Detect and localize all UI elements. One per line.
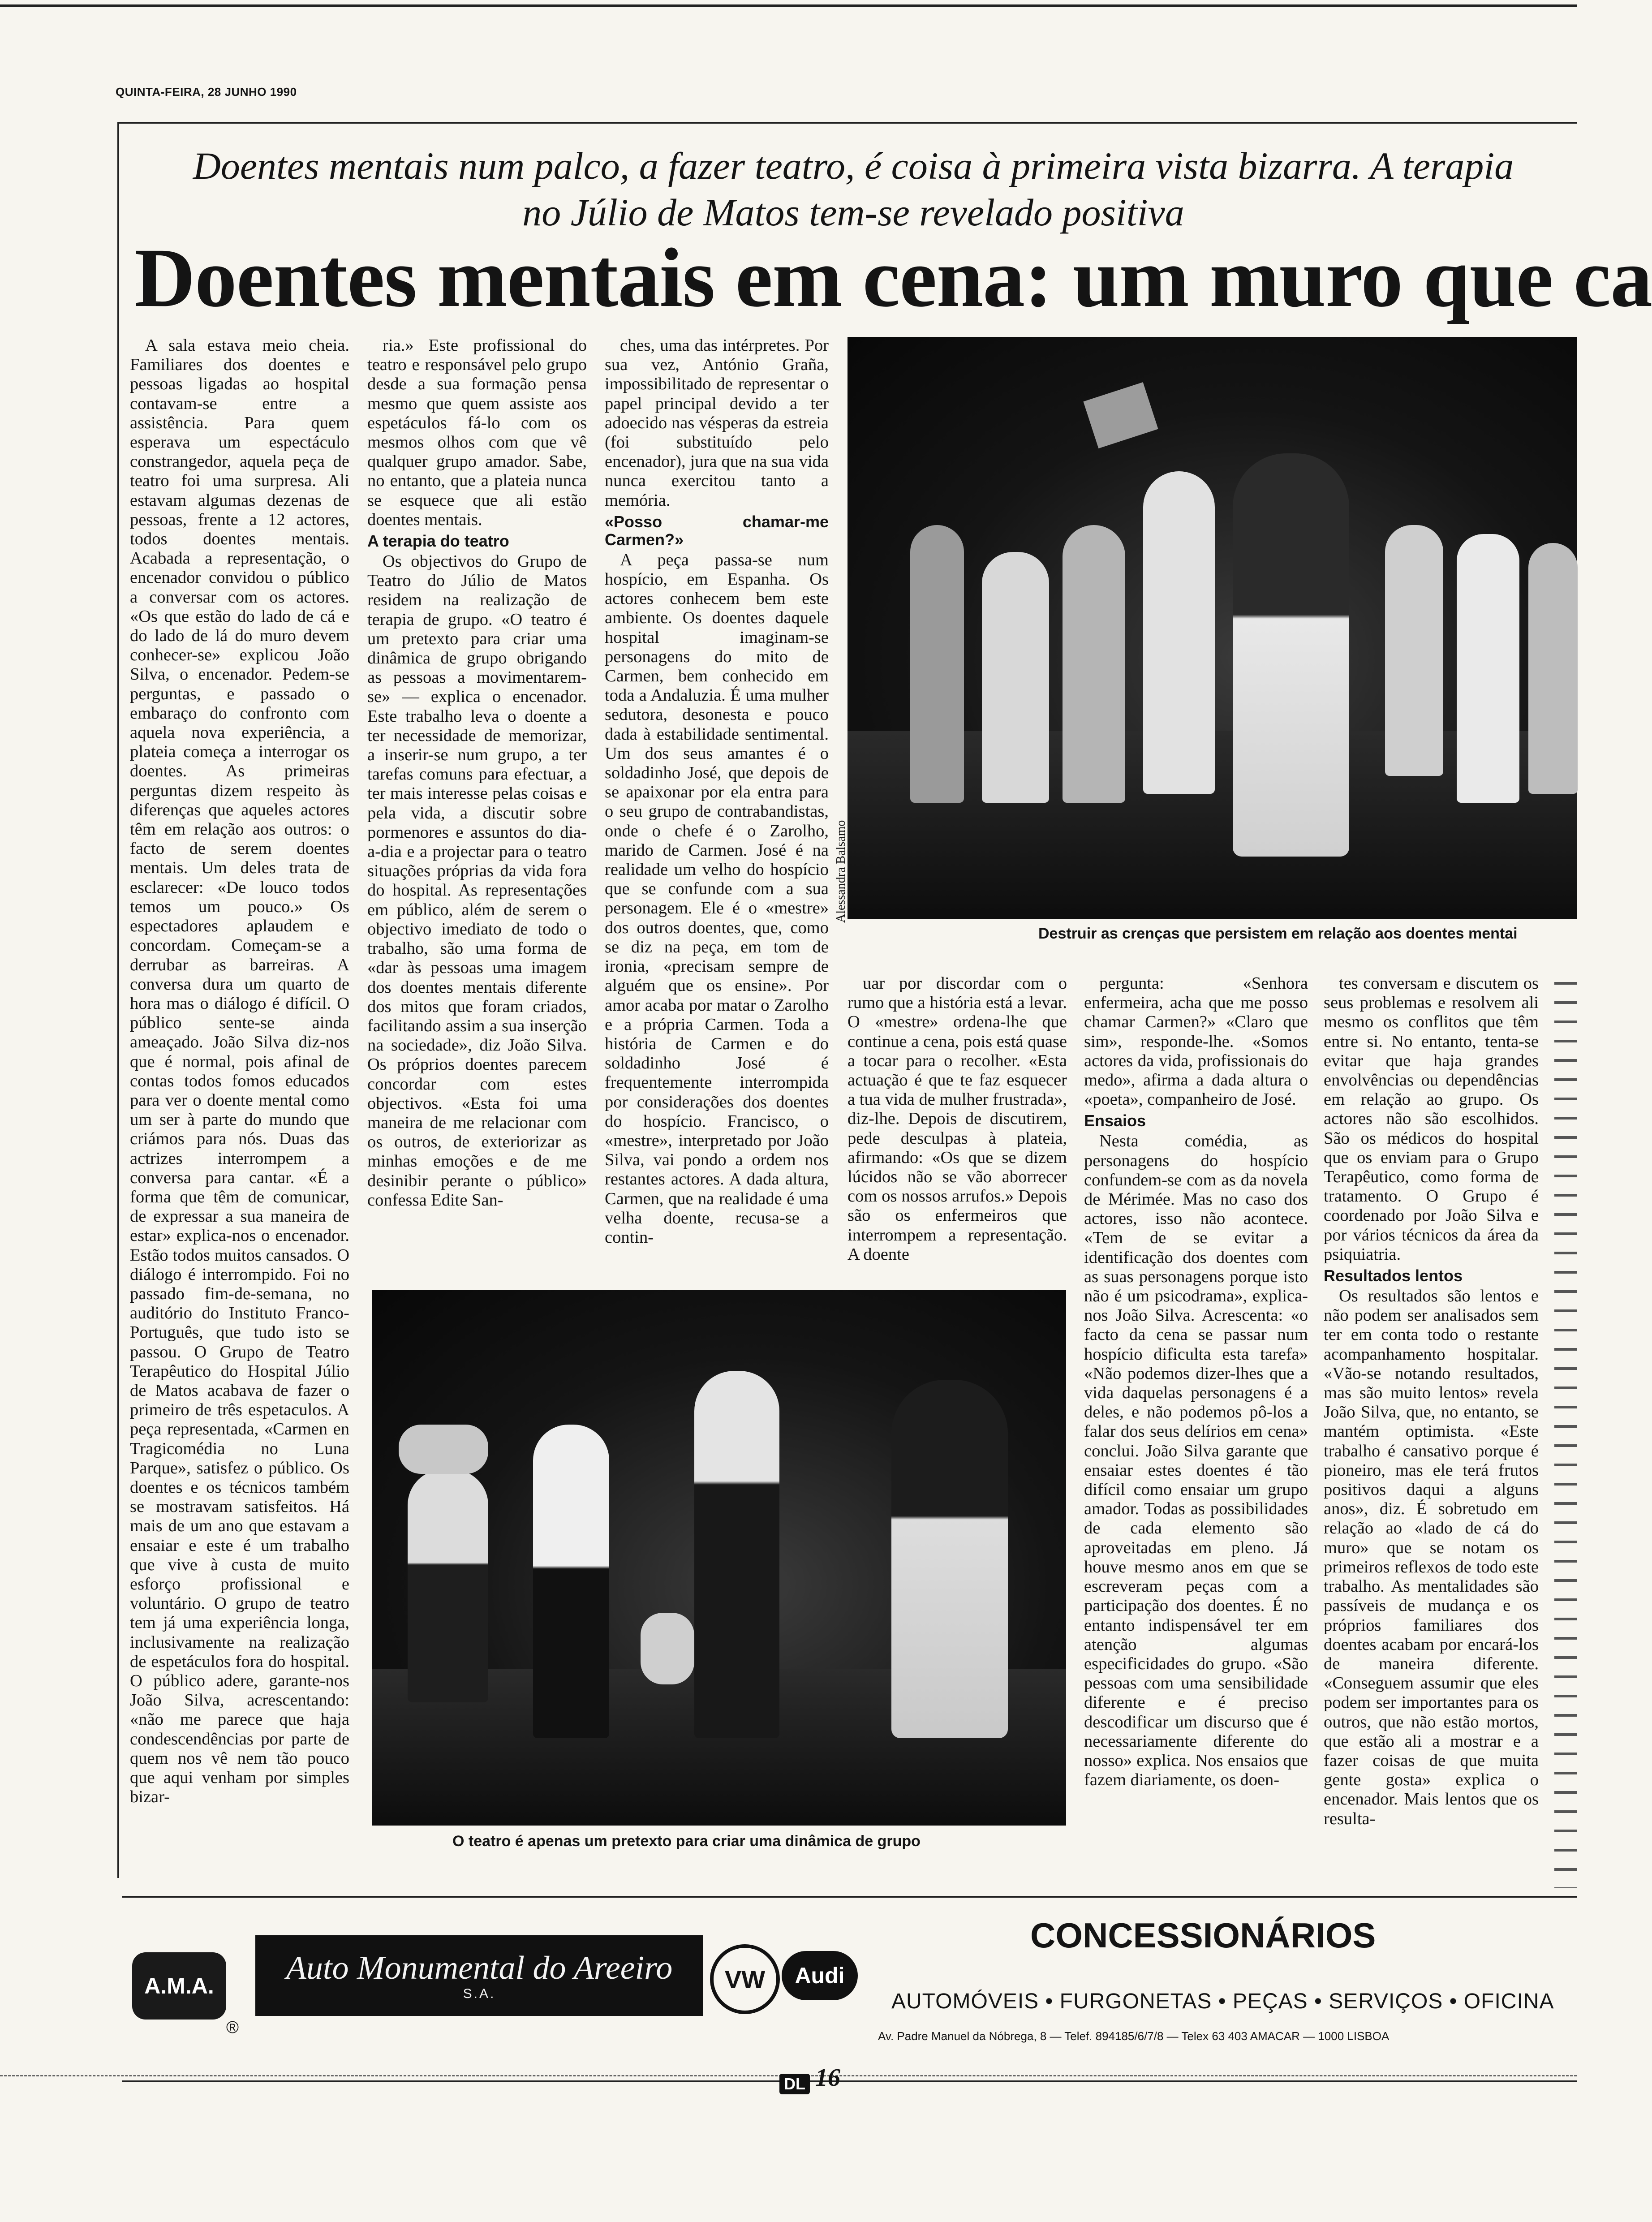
article-column-5 xyxy=(1084,974,1308,1888)
photo-stage-group xyxy=(372,1290,1066,1826)
audi-logo xyxy=(782,1951,858,2000)
dealer-name: Auto Monumental do Areeiro xyxy=(286,1950,673,1986)
page-number: 16 xyxy=(815,2064,840,2092)
column-1-text: A sala estava meio cheia. Familiares dos doentes e pessoas ligadas ao hospital contavam-se entre a assistência. Para quem esperava um espectáculo constrangedor, aquela peça de teatro foi uma surpresa. Ali estavam algumas dezenas de pessoas, frente a 12 actores, todos doentes mentais. Acabada a representação, o encenador convidou o público a conversar com os actores. «Os que estão do lado de cá e do lado de lá do muro devem conhecer-se» explicou João Silva, o encenador. Pedem-se perguntas, e passado o embaraço do confronto com aquela nova experiência, a plateia começa a interrogar os doentes. As primeiras perguntas dizem respeito às diferenças que aqueles actores têm em relação aos outros: o facto de serem doentes mentais. Um deles trata de esclarecer: «De louco todos temos um pouco.» Os espectadores aplaudem e concordam. Começam-se a derrubar as barreiras. A conversa dura um quarto de hora mas o diálogo é difícil. O público sente-se ainda ameaçado. João Silva diz-nos que é normal, pois afinal de contas todos fomos educados para ver o doente mental como um ser à parte do mundo que criámos para nós. Duas das actrizes interrompem a conversa para cantar. «É a forma que têm de comunicar, de expressar a sua maneira de estar» explica-nos o encenador. Estão todos muitos cansados. O diálogo é interrompido. Foi no passado fim-de-semana, no auditório do Instituto Franco-Português, que tudo isto se passou. O Grupo de Teatro Terapêutico do Hospital Júlio de Matos acabava de fazer o primeiro de três espetaculos. A peça representada, «Carmen en Tragicomédia no Luna Parque», satisfez o público. Os doentes e os técnicos também se mostravam satisfeitos. Há mais de um ano que estavam a ensaiar e este é um trabalho que vive à custa de muito esforço profissional e voluntário. O grupo de teatro tem já uma experiência longa, inclusivamente na realização de espetáculos fora do hospital. O público adere, garante-nos João Silva, acrescentando: «não me parece que haja condescendências por parte de quem nos vê nem tão pouco que aqui venham por simples bizar- xyxy=(130,336,349,1807)
column-2-text-intro: ria.» Este profissional do teatro e responsável pelo grupo desde a sua formação pensa mesmo que quem assiste aos espetáculos fá-lo com os mesmos olhos com que vê qualquer grupo amador. Sabe, no entanto, que a plateia nunca se esquece que ali estão doentes mentais. xyxy=(367,336,587,529)
performer-figure xyxy=(1143,471,1215,794)
basket-prop xyxy=(1083,382,1158,448)
basket-prop xyxy=(399,1425,488,1474)
deck-line-1: Doentes mentais num palco, a fazer teatro, é coisa à primeira vista bizarra. A terapia xyxy=(193,144,1514,187)
performer-lead-dress xyxy=(1233,453,1349,857)
photo-bottom-caption: O teatro é apenas um pretexto para criar uma dinâmica de grupo xyxy=(452,1833,921,1850)
column-3-text-intro: ches, uma das intérpretes. Por sua vez, António Graña, impossibilitado de representar o papel principal devido a ter adoecido nas vésperas da estreia (foi substituído pelo encenador), jura que na sua vida nunca exercitou tanto a memória. xyxy=(605,336,829,510)
article-column-3 xyxy=(605,336,829,1247)
headline: Doentes mentais em cena: um muro que ca xyxy=(134,231,1652,324)
article-column-1 xyxy=(130,336,349,1890)
top-rule xyxy=(0,4,1577,7)
ad-heading: CONCESSIONÁRIOS xyxy=(1030,1916,1376,1955)
performer-figure xyxy=(408,1469,488,1702)
next-column-edge xyxy=(1554,974,1577,1888)
audi-logo-text: Audi xyxy=(795,1963,845,1988)
ad-address: Av. Padre Manuel da Nóbrega, 8 — Telef. 894185/6/7/8 — Telex 63 403 AMACAR — 1000 LISBOA xyxy=(878,2029,1390,2043)
column-6-text: Os resultados são lentos e não podem ser analisados sem ter em conta todo o restante acompanhamento hospitalar. «Vão-se notando resultados, mas são muito lentos» revela João Silva, que, no entanto, se mantém optimista. «Este trabalho é cansativo porque é pioneiro, mas ele terá frutos positivos daqui a alguns anos», diz. É sobretudo em relação ao «lado de cá do muro» que se notam os primeiros reflexos de todo este trabalho. As mentalidades são passíveis de mudança e os próprios familiares dos doentes acabam por encará-los de maneira diferente. «Conseguem assumir que eles podem ser importantes para os outros, que não estão mortos, que estão ali a mostrar e a fazer coisas de que muita gente gosta» explica o encenador. Mais lentos que os resulta- xyxy=(1324,1287,1539,1828)
deck-line-2: no Júlio de Matos tem-se revelado positiva xyxy=(522,191,1184,234)
performer-figure xyxy=(910,525,964,803)
performer-figure xyxy=(1528,543,1578,794)
performer-figure xyxy=(533,1425,609,1738)
photo-top-caption: Destruir as crenças que persistem em relação aos doentes mentai xyxy=(1038,925,1518,942)
photo-credit: Alessandra Balsamo xyxy=(834,820,848,923)
photo-stage-carmen xyxy=(848,337,1577,919)
performer-figure xyxy=(1457,534,1519,803)
dateline: QUINTA-FEIRA, 28 JUNHO 1990 xyxy=(116,85,297,99)
footer-page-marker xyxy=(779,2063,840,2094)
performer-figure xyxy=(694,1371,779,1738)
ad-services: AUTOMÓVEIS • FURGONETAS • PEÇAS • SERVIÇOS • OFICINA xyxy=(891,1989,1554,2013)
subhead-posso-chamar: «Posso chamar-me Carmen?» xyxy=(605,512,829,549)
subhead-ensaios: Ensaios xyxy=(1084,1111,1146,1130)
article-column-2 xyxy=(367,336,587,1210)
performer-figure xyxy=(982,552,1049,803)
subhead-terapia: A terapia do teatro xyxy=(367,532,509,551)
frame-top-rule xyxy=(117,122,1577,124)
performer-figure xyxy=(1063,525,1125,803)
dealer-name-box xyxy=(255,1935,703,2016)
column-4-text: uar por discordar com o rumo que a história está a levar. O «mestre» ordena-lhe que continue a cena, pois está quase a tocar para o recolher. «Esta actuação é que te faz esquecer a tua vida de mulher frustrada», diz-lhe. Depois de discutirem, pede desculpas à plateia, afirmando: «Os que se dizem lúcidos não se vão aborrecer com os nossos arrufos.» Depois são os enfermeiros que interrompem a representação. A doente xyxy=(848,974,1067,1264)
column-3-text: A peça passa-se num hospício, em Espanha. Os actores conhecem bem este ambiente. Os doentes daquele hospital imaginam-se personagens do mito de Carmen, bem conhecido em toda a Andaluzia. É uma mulher sedutora, desonesta e pouco dada à estabilidade sentimental. Um dos seus amantes é o soldadinho José, que depois de se apaixonar por ela entra para o seu grupo de contrabandistas, onde o chefe é o Zarolho, marido de Carmen. José é na realidade um velho do hospício que se confunde com a sua personagem. Ele é o «mestre» dos outros doentes, que, como se diz na peça, em tom de ironia, «precisam sempre de alguém que os ensine». Por amor acaba por matar o Zarolho e a própria Carmen. Toda a história de Carmen e do soldadinho José é frequentemente interrompida por considerações dos doentes do hospício. Francisco, o «mestre», interpretado por João Silva, vai pondo a ordem nos restantes actores. A dada altura, Carmen, que na realidade é uma velha doente, recusa-se a contin- xyxy=(605,550,829,1247)
performer-figure xyxy=(1385,525,1443,776)
column-5-text: Nesta comédia, as personagens do hospício confundem-se com as da novela de Mérimée. Mas no caso dos actores, isso não acontece. «Tem de se evitar a identificação dos doentes com as suas personagens porque isto não é um psicodrama», explica-nos João Silva. Acrescenta: «o facto da cena se passar num hospício dificulta esta tarefa» «Não podemos dizer-lhes que a vida daquelas personagens é a deles, e não podemos pô-los a falar dos seus delírios em cena» conclui. João Silva garante que ensaiar estes doentes é tão difícil como ensaiar um grupo amador. Todas as possibilidades de cada elemento são aproveitadas em pleno. Já houve mesmo anos em que se escreveram peças com a participação dos doentes. É no entanto indispensável ter em atenção algumas especificidades do grupo. «São pessoas com uma sensibilidade diferente e é preciso descodificar um discurso que é necessariamente diferente do nosso» explica. Nos ensaios que fazem diariamente, os doen- xyxy=(1084,1132,1308,1790)
article-column-6 xyxy=(1324,974,1539,1888)
publication-logo: DL xyxy=(779,2074,810,2094)
performer-figure xyxy=(891,1380,1008,1738)
seated-figure xyxy=(641,1613,694,1684)
column-5-text-intro: pergunta: «Senhora enfermeira, acha que me posso chamar Carmen?» «Claro que sim», responde-lhe. «Somos actores da vida, profissionais do medo», afirma a dada altura o «poeta», companheiro de José. xyxy=(1084,974,1308,1109)
subhead-resultados: Resultados lentos xyxy=(1324,1266,1463,1285)
article-column-4 xyxy=(848,974,1067,1264)
deck xyxy=(130,142,1577,236)
registered-mark: ® xyxy=(226,2018,239,2037)
ama-logo: A.M.A. xyxy=(132,1952,226,2020)
column-2-text: Os objectivos do Grupo de Teatro do Júlio de Matos residem na realização de terapia de grupo. «O teatro é um pretexto para criar uma dinâmica de grupo obrigando as pessoas a movimentarem-se» — explica o encenador. Este trabalho leva o doente a ter necessidade de memorizar, a inserir-se num grupo, a ter tarefas comuns para efectuar, a ter mais interesse pelas coisas e pela vida, a discutir sobre pormenores e assuntos do dia-a-dia e a projectar para o teatro situações próprias da vida fora do hospital. As representações em público, além de serem o objectivo imediato de todo o trabalho, são uma forma de «dar às pessoas uma imagem dos doentes mentais diferente dos mitos que foram criados, facilitando assim a sua inserção na sociedade», diz João Silva. Os próprios doentes parecem concordar com estes objectivos. «Esta foi uma maneira de me relacionar com os outros, de exteriorizar as minhas emoções e de me desinibir perante o público» confessa Edite San- xyxy=(367,552,587,1210)
vw-logo-text: VW xyxy=(724,1965,766,1994)
vw-logo xyxy=(710,1944,780,2014)
frame-left-rule xyxy=(117,122,119,1878)
dealer-suffix: S.A. xyxy=(463,1986,496,2001)
column-6-text-intro: tes conversam e discutem os seus problemas e resolvem ali mesmo os conflitos que têm entre si. No entanto, tenta-se evitar que haja grandes envolvências ou dependências em relação ao grupo. Os actores não são escolhidos. São os médicos do hospital que os enviam para o Grupo Terapêutico, como forma de tratamento. O Grupo é coordenado por João Silva e por vários técnicos da área da psiquiatria. xyxy=(1324,974,1539,1264)
